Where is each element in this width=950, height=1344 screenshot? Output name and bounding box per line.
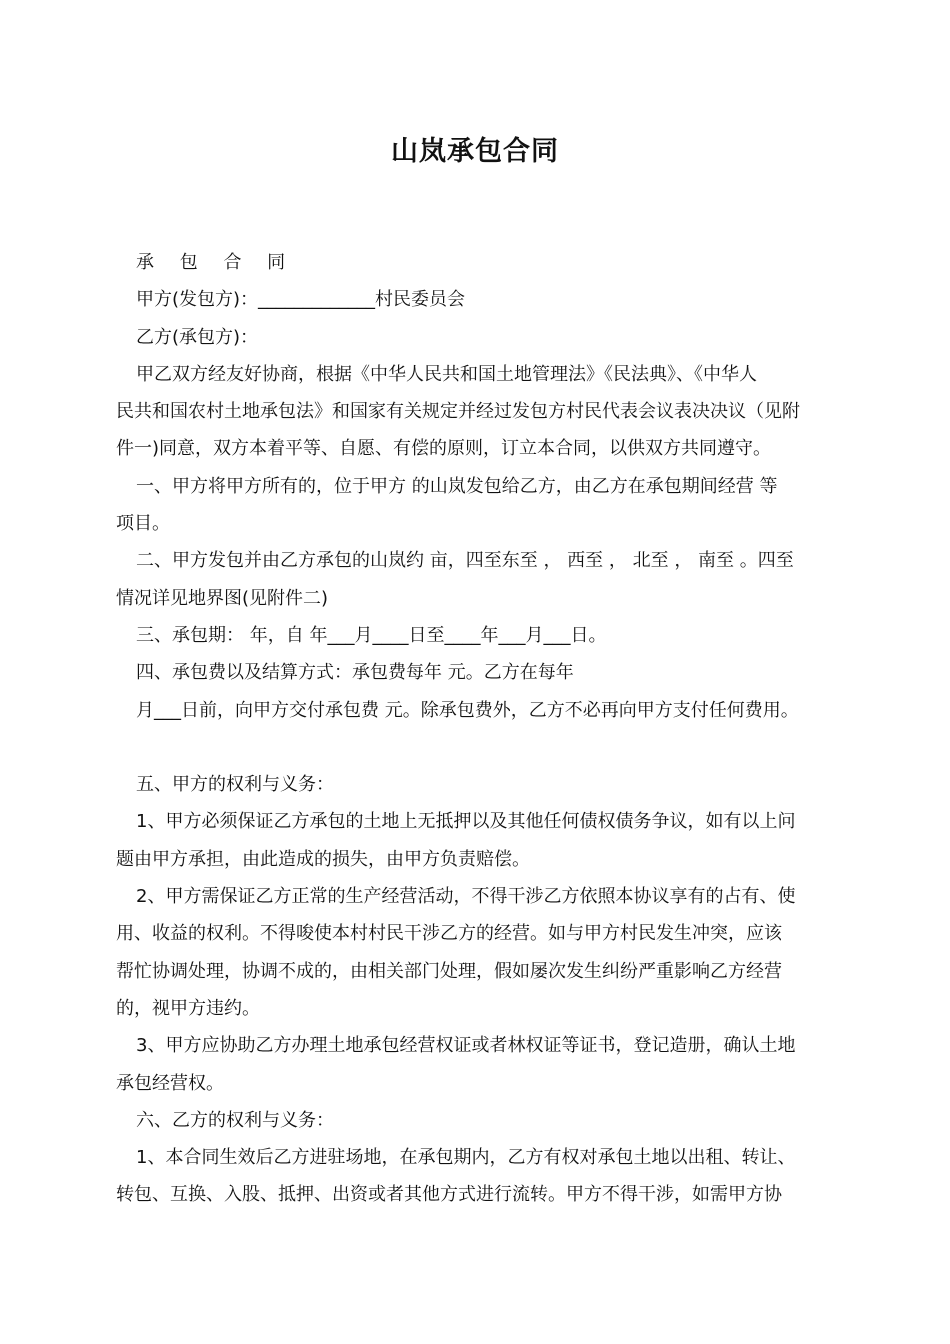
document-title: 山岚承包合同 <box>391 136 559 167</box>
preamble-line: 件一)同意，双方本着平等、自愿、有偿的原则，订立本合同，以供双方共同遵守。 <box>116 438 772 460</box>
clause-4-line: 四、承包费以及结算方式：承包费每年 元。乙方在每年 <box>136 662 574 684</box>
paragraph-gap <box>116 729 836 766</box>
section-5-item-1: 1、甲方必须保证乙方承包的土地上无抵押以及其他任何债权债务争议，如有以上问 <box>136 811 796 833</box>
preamble-line: 民共和国农村土地承包法》和国家有关规定并经过发包方村民代表会议表决决议（见附 <box>116 401 800 423</box>
clause-1-line: 一、甲方将甲方所有的，位于甲方 的山岚发包给乙方，由乙方在承包期间经营 等 <box>136 475 778 497</box>
section-5-item-1: 题由甲方承担，由此造成的损失，由甲方负责赔偿。 <box>116 848 530 870</box>
section-6-heading: 六、乙方的权利与义务： <box>136 1109 334 1131</box>
contract-heading: 承 包 合 同 <box>136 252 296 273</box>
clause-1-line: 项目。 <box>116 513 170 535</box>
clause-2-line: 情况详见地界图(见附件二) <box>116 587 329 609</box>
section-5-heading: 五、甲方的权利与义务： <box>136 774 334 796</box>
preamble-line: 甲乙双方经友好协商，根据《中华人民共和国土地管理法》《民法典》、《中华人 <box>136 363 757 385</box>
clause-4-line: 月___日前，向甲方交付承包费 元。除承包费外，乙方不必再向甲方支付任何费用。 <box>136 699 799 721</box>
section-6-item-1: 1、本合同生效后乙方进驻场地，在承包期内，乙方有权对承包土地以出租、转让、 <box>136 1147 796 1169</box>
party-b-line: 乙方(承包方)： <box>136 326 259 348</box>
section-5-item-3: 承包经营权。 <box>116 1072 224 1094</box>
section-5-item-2: 的，视甲方违约。 <box>116 997 260 1019</box>
party-a-line: 甲方(发包方)：_____________村民委员会 <box>136 289 466 311</box>
section-5-item-3: 3、甲方应协助乙方办理土地承包经营权证或者林权证等证书，登记造册，确认土地 <box>136 1035 796 1057</box>
section-5-item-2: 2、甲方需保证乙方正常的生产经营活动，不得干涉乙方依照本协议享有的占有、使 <box>136 886 796 908</box>
section-5-item-2: 帮忙协调处理，协调不成的，由相关部门处理，假如屡次发生纠纷严重影响乙方经营 <box>116 960 782 982</box>
section-6-item-1: 转包、互换、入股、抵押、出资或者其他方式进行流转。甲方不得干涉，如需甲方协 <box>116 1184 782 1206</box>
contract-body <box>116 244 836 1214</box>
section-5-item-2: 用、收益的权利。不得唆使本村村民干涉乙方的经营。如与甲方村民发生冲突，应该 <box>116 923 782 945</box>
clause-2-line: 二、甲方发包并由乙方承包的山岚约 亩，四至东至 ， 西至 ， 北至 ， 南至 。四至 <box>136 550 794 572</box>
clause-3-line: 三、承包期： 年，自 年___月____日至____年___月___日。 <box>136 624 607 646</box>
